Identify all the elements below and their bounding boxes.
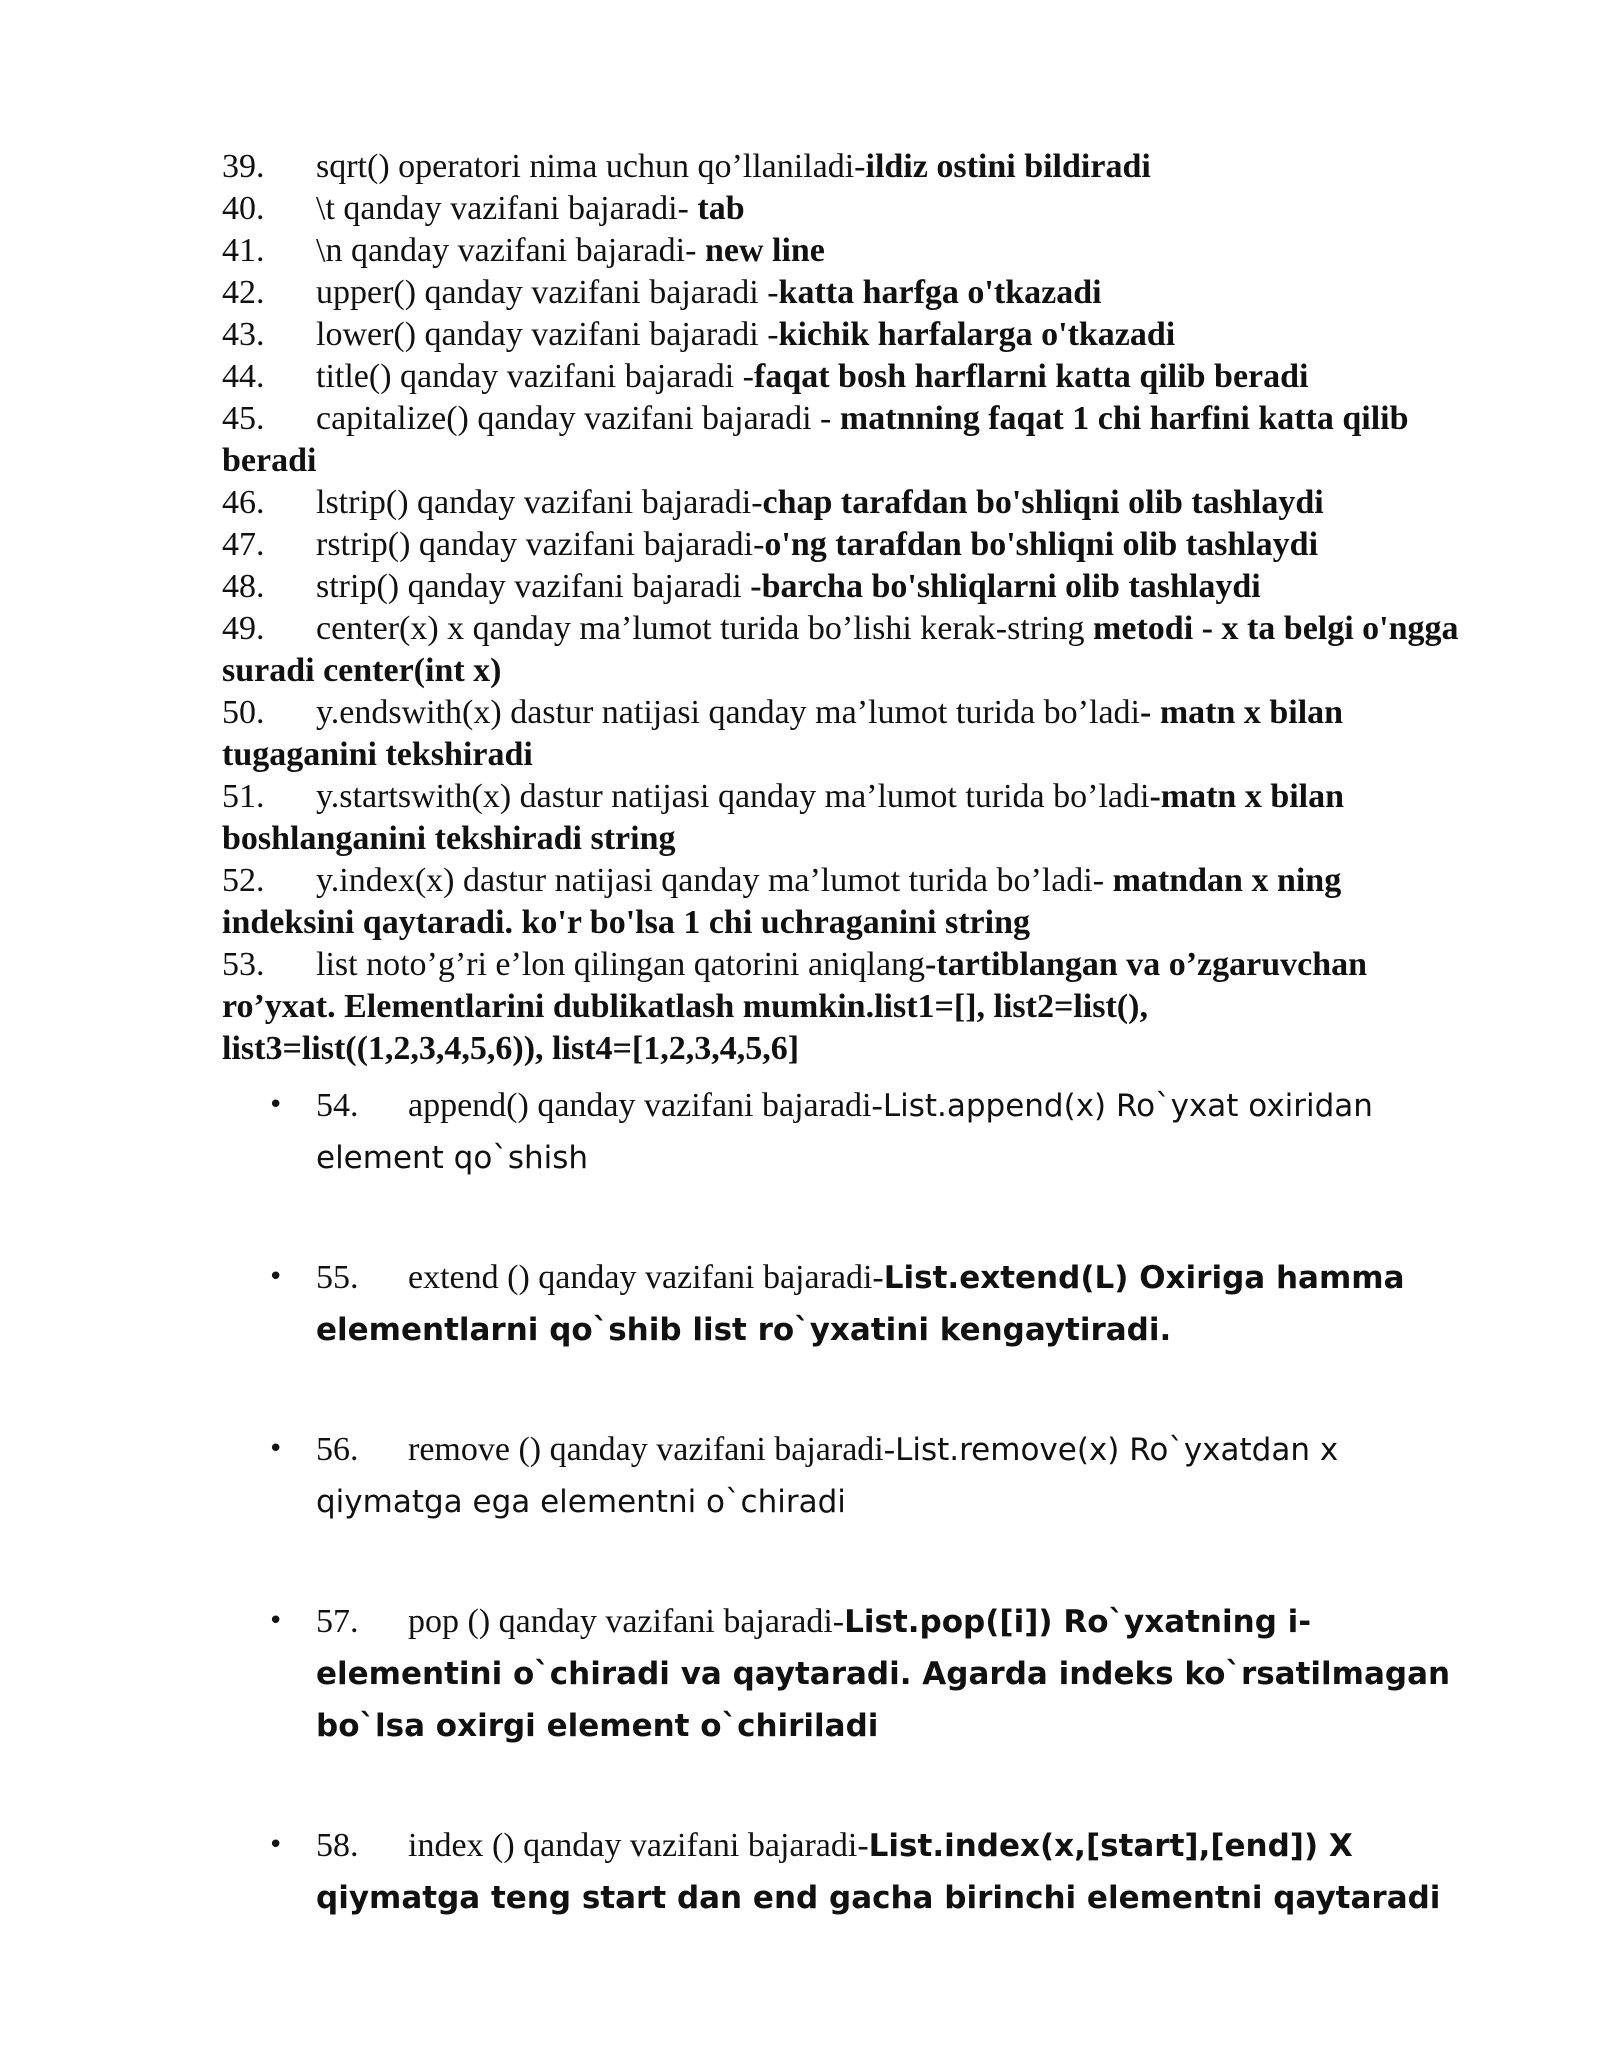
question-number: 51.	[222, 778, 265, 815]
question-text: sqrt() operatori nima uchun qo’llaniladi-	[316, 148, 866, 185]
bullet-dot: •	[268, 1434, 284, 1464]
question-item-46	[222, 482, 1462, 524]
bullet-item-55	[222, 1252, 1482, 1356]
question-number: 40.	[222, 190, 265, 227]
question-number: 42.	[222, 274, 265, 311]
bullet-answer: List.pop([i]) Ro`yxatning i-elementini o`chiradi va qaytaradi. Agarda indeks ko`rsatilmagan bo`lsa oxirgi element o`chiriladi	[316, 1604, 1451, 1744]
answer-text: katta harfga o'tkazadi	[778, 274, 1102, 311]
bullet-item-57	[222, 1596, 1482, 1752]
question-item-39	[222, 146, 1462, 188]
question-item-50	[222, 692, 1462, 776]
bullet-question: extend () qanday vazifani bajaradi-	[408, 1259, 884, 1296]
bullet-dot: •	[268, 1090, 284, 1120]
question-text: list noto’g’ri e’lon qilingan qatorini aniqlang	[316, 946, 926, 983]
question-number: 47.	[222, 526, 265, 563]
question-item-42	[222, 272, 1462, 314]
question-text: capitalize() qanday vazifani bajaradi -	[316, 400, 840, 437]
answer-text: metodi - x ta belgi o'ngga suradi center(int x)	[222, 610, 1459, 689]
bullet-question: pop () qanday vazifani bajaradi-	[408, 1603, 845, 1640]
answer-text: kichik harfalarga o'tkazadi	[778, 316, 1176, 353]
answer-text: matndan x ning indeksini qaytaradi. ko'r bo'lsa 1 chi uchraganini string	[222, 862, 1342, 941]
numbered-question-list	[222, 146, 1462, 1070]
question-item-53	[222, 944, 1462, 1070]
bullet-answer: List.extend(L) Oxiriga hamma elementlarni qo`shib list ro`yxatini kengaytiradi.	[316, 1260, 1405, 1348]
question-text: strip() qanday vazifani bajaradi	[316, 568, 751, 605]
bullet-dot: •	[268, 1262, 284, 1292]
bullet-answer: List.index(x,[start],[end]) X qiymatga teng start dan end gacha birinchi elementni qaytaradi	[316, 1828, 1441, 1916]
question-item-52	[222, 860, 1462, 944]
question-number: 39.	[222, 148, 265, 185]
question-text: upper() qanday vazifani bajaradi -	[316, 274, 779, 311]
question-item-44	[222, 356, 1462, 398]
bullet-dot: •	[268, 1830, 284, 1860]
bullet-question: append() qanday vazifani bajaradi-	[408, 1087, 883, 1124]
bullet-item-56	[222, 1424, 1482, 1528]
answer-text: -tartiblangan va o’zgaruvchan ro’yxat. Elementlarini dublikatlash mumkin.list1=[], list2=list(), list3=list((1,2,3,4,5,6)), list4=[1,2,3,4,5,6]	[222, 946, 1368, 1067]
bullet-number: 56.	[316, 1431, 359, 1468]
question-item-40	[222, 188, 1462, 230]
bullet-number: 54.	[316, 1087, 359, 1124]
question-item-41	[222, 230, 1462, 272]
answer-text: chap tarafdan bo'shliqni olib tashlaydi	[762, 484, 1324, 521]
question-number: 48.	[222, 568, 265, 605]
answer-text: -barcha bo'shliqlarni olib tashlaydi	[750, 568, 1261, 605]
question-number: 49.	[222, 610, 265, 647]
question-text: center(x) x qanday ma’lumot turida bo’lishi kerak-string	[316, 610, 1094, 647]
bullet-answer: List.remove(x) Ro`yxatdan x qiymatga ega elementni o`chiradi	[316, 1432, 1339, 1520]
question-text: title() qanday vazifani bajaradi -	[316, 358, 754, 395]
question-number: 46.	[222, 484, 265, 521]
question-number: 44.	[222, 358, 265, 395]
question-text: y.endswith(x) dastur natijasi qanday ma’lumot turida bo’ladi	[316, 694, 1140, 731]
question-number: 53.	[222, 946, 265, 983]
bullet-number: 58.	[316, 1827, 359, 1864]
answer-text: ildiz ostini bildiradi	[865, 148, 1151, 185]
question-item-48	[222, 566, 1462, 608]
answer-text: - matn x bilan tugaganini tekshiradi	[222, 694, 1344, 773]
answer-text: tab	[688, 190, 745, 227]
answer-text: -matn x bilan boshlanganini tekshiradi string	[222, 778, 1345, 857]
answer-text: o'ng tarafdan bo'shliqni olib tashlaydi	[764, 526, 1319, 563]
bullet-number: 57.	[316, 1603, 359, 1640]
bullet-item-58	[222, 1820, 1482, 1924]
bulleted-question-list	[222, 1080, 1482, 1924]
bullet-item-54	[222, 1080, 1482, 1184]
bullet-question: remove () qanday vazifani bajaradi-	[408, 1431, 896, 1468]
bullet-number: 55.	[316, 1259, 359, 1296]
answer-text: new line	[696, 232, 825, 269]
answer-text: faqat bosh harflarni katta qilib beradi	[754, 358, 1309, 395]
bullet-answer: List.append(x) Ro`yxat oxiridan element qo`shish	[316, 1088, 1373, 1176]
question-number: 43.	[222, 316, 265, 353]
question-text: y.startswith(x) dastur natijasi qanday ma’lumot turida bo’ladi	[316, 778, 1150, 815]
bullet-dot: •	[268, 1606, 284, 1636]
question-item-51	[222, 776, 1462, 860]
question-number: 50.	[222, 694, 265, 731]
question-number: 41.	[222, 232, 265, 269]
question-text: \t qanday vazifani bajaradi-	[316, 190, 689, 227]
question-text: lstrip() qanday vazifani bajaradi-	[316, 484, 763, 521]
question-text: rstrip() qanday vazifani bajaradi-	[316, 526, 765, 563]
question-text: lower() qanday vazifani bajaradi -	[316, 316, 779, 353]
question-text: y.index(x) dastur natijasi qanday ma’lumot turida bo’ladi-	[316, 862, 1113, 899]
question-item-49	[222, 608, 1462, 692]
question-item-47	[222, 524, 1462, 566]
question-item-45	[222, 398, 1462, 482]
question-number: 52.	[222, 862, 265, 899]
question-number: 45.	[222, 400, 265, 437]
bullet-question: index () qanday vazifani bajaradi-	[408, 1827, 869, 1864]
question-text: \n qanday vazifani bajaradi-	[316, 232, 697, 269]
answer-text: matnning faqat 1 chi harfini katta qilib beradi	[222, 400, 1409, 479]
question-item-43	[222, 314, 1462, 356]
